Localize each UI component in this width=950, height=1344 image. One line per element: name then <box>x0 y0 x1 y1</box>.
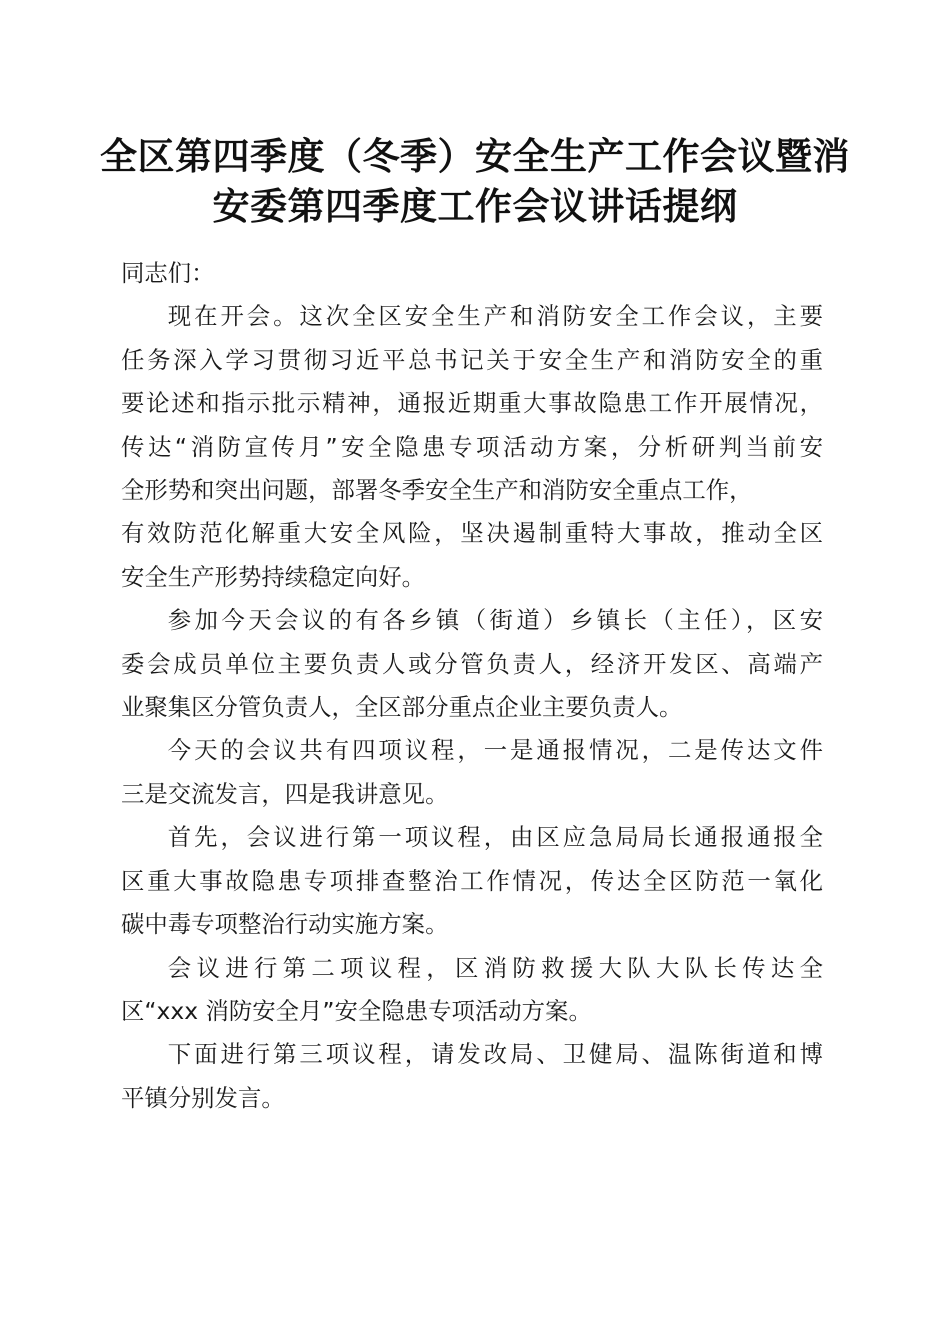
paragraph-line: 要论述和指示批示精神，通报近期重大事故隐患工作开展情况， <box>121 389 823 418</box>
paragraph-line: 会议进行第二项议程，区消防救援大队大队长传达全 <box>167 953 823 982</box>
salutation <box>121 252 823 295</box>
paragraph-agenda <box>121 729 823 816</box>
paragraph-attendees <box>121 599 823 729</box>
paragraph-line: 业聚集区分管负责人，全区部分重点企业主要负责人。 <box>121 693 683 722</box>
paragraph-line: 安全生产形势持续稳定向好。 <box>121 562 426 591</box>
paragraph-line: 碳中毒专项整治行动实施方案。 <box>121 910 449 939</box>
paragraph-line: 委会成员单位主要负责人或分管负责人，经济开发区、高端产 <box>121 649 823 678</box>
paragraph-line: 有效防范化解重大安全风险，坚决遏制重特大事故，推动全区 <box>121 519 823 548</box>
paragraph-line: 区重大事故隐患专项排查整治工作情况，传达全区防范一氧化 <box>121 866 823 895</box>
paragraph-line: 传达“消防宣传月”安全隐患专项活动方案，分析研判当前安 <box>121 432 823 461</box>
paragraph-line: 首先，会议进行第一项议程，由区应急局局长通报通报全 <box>167 823 823 852</box>
paragraph-line: 现在开会。这次全区安全生产和消防安全工作会议，主要 <box>167 302 823 331</box>
paragraph-line: 三是交流发言，四是我讲意见。 <box>121 779 449 808</box>
paragraph-opening <box>121 295 823 599</box>
paragraph-item-one <box>121 816 823 946</box>
paragraph-line: 参加今天会议的有各乡镇（街道）乡镇长（主任），区安 <box>167 606 823 635</box>
paragraph-line: 任务深入学习贯彻习近平总书记关于安全生产和消防安全的重 <box>121 345 823 374</box>
paragraph-item-three <box>121 1033 823 1120</box>
paragraph-line: 区“xxx 消防安全月”安全隐患专项活动方案。 <box>121 996 592 1025</box>
paragraph-line: 平镇分别发言。 <box>121 1083 285 1112</box>
title-line-2: 安委第四季度工作会议讲话提纲 <box>212 184 738 228</box>
document-title <box>100 131 850 231</box>
paragraph-item-two <box>121 947 823 1034</box>
paragraph-line: 下面进行第三项议程，请发改局、卫健局、温陈街道和博 <box>167 1040 823 1069</box>
document-body <box>121 252 823 1120</box>
paragraph-line: 今天的会议共有四项议程，一是通报情况，二是传达文件 <box>167 736 823 765</box>
title-line-1: 全区第四季度（冬季）安全生产工作会议暨消 <box>100 134 850 178</box>
salutation-text: 同志们： <box>121 259 215 287</box>
paragraph-line: 全形势和突出问题，部署冬季安全生产和消防安全重点工作， <box>121 476 753 505</box>
